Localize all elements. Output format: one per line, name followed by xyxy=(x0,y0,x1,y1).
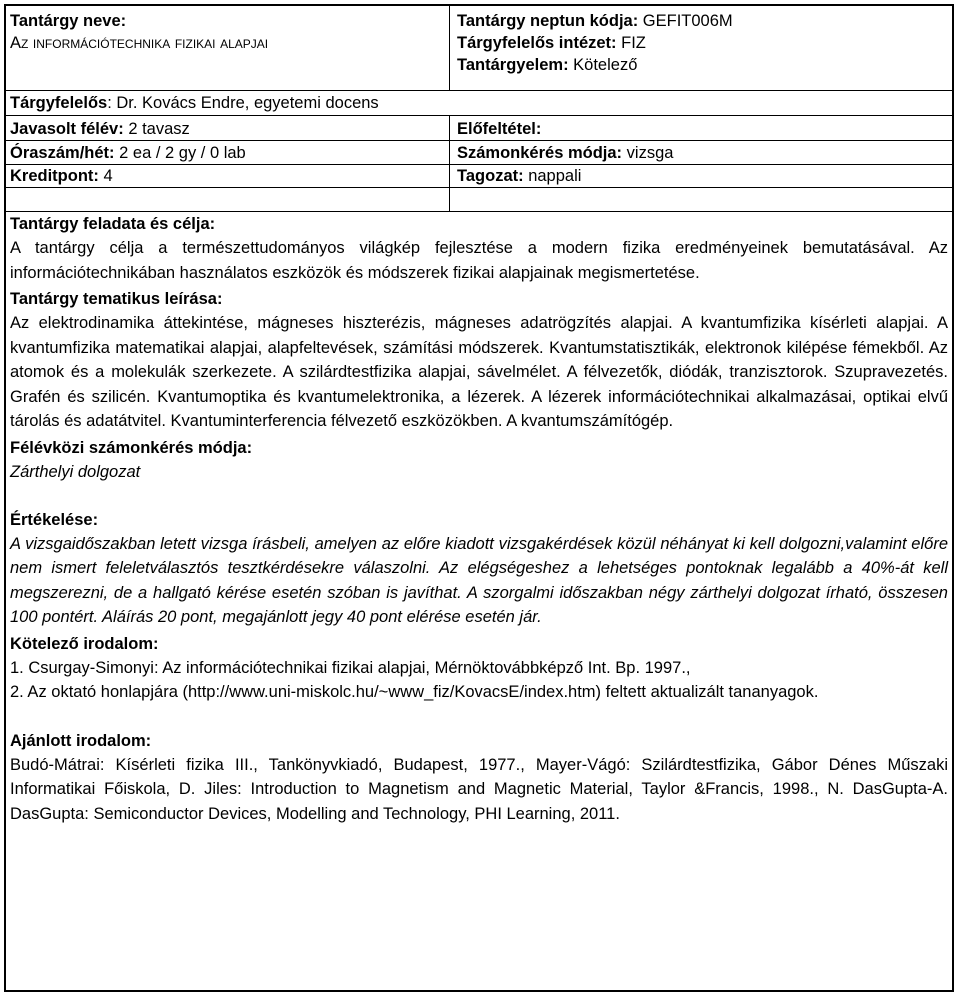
section-label: Tagozat: xyxy=(457,167,524,185)
info-left xyxy=(6,118,446,189)
subject-name-cell xyxy=(6,10,446,54)
recommended-lit-text: Budó-Mátrai: Kísérleti fizika III., Tankönyvkiadó, Budapest, 1977., Mayer-Vágó: Szilárdtestfizika, Gábor Dénes Műszaki Informatikai Főiskola, D. Jiles: Introduction to Magnetism and Magnetic Material, Taylor &Francis, 1998., N. DasGupta-A. DasGupta: Semiconductor Devices, Modelling and Technology, PHI Learning, 2011. xyxy=(10,755,948,823)
element-label: Tantárgyelem: xyxy=(457,56,569,74)
subject-name: Az információtechnika fizikai alapjai xyxy=(10,34,269,52)
credit: 4 xyxy=(103,167,113,185)
evaluation-heading: Értékelése: xyxy=(10,510,99,529)
info-column-divider xyxy=(449,115,450,211)
required-lit-heading: Kötelező irodalom: xyxy=(10,634,159,653)
required-lit-item-1: 1. Csurgay-Simonyi: Az információtechnikai fizikai alapjai, Mérnöktovábbképző Int. Bp. 1997., xyxy=(10,658,691,677)
responsible-divider xyxy=(6,115,952,116)
neptun-label: Tantárgy neptun kódja: xyxy=(457,12,639,30)
semester-label: Javasolt félév: xyxy=(10,120,124,138)
recommended-lit-heading: Ajánlott irodalom: xyxy=(10,731,152,750)
goal-text: A tantárgy célja a természettudományos világkép fejlesztése a modern fizika eredményeinek bemutatásával. Az információtechnikában használatos eszközök és módszerek fizikai alapjainak megismertetése. xyxy=(10,239,948,282)
course-description-sheet xyxy=(4,4,954,992)
hours: 2 ea / 2 gy / 0 lab xyxy=(119,143,246,162)
thematic-heading: Tantárgy tematikus leírása: xyxy=(10,290,223,308)
credit-label: Kreditpont: xyxy=(10,167,99,185)
main-body xyxy=(10,212,948,826)
neptun-code: GEFIT006M xyxy=(642,12,733,30)
semester: 2 tavasz xyxy=(128,120,190,138)
institute-label: Tárgyfelelős intézet: xyxy=(457,34,617,52)
goal-heading: Tantárgy feladata és célja: xyxy=(10,215,216,233)
hours-label: Óraszám/hét: xyxy=(10,143,115,162)
exam-label: Számonkérés módja: xyxy=(457,143,623,162)
info-right xyxy=(453,118,953,189)
required-lit-item-2: 2. Az oktató honlapjára (http://www.uni-miskolc.hu/~www_fiz/KovacsE/index.htm) feltett aktualizált tananyagok. xyxy=(10,683,819,701)
header-divider xyxy=(6,90,952,91)
institute: FIZ xyxy=(621,34,646,52)
header-column-divider xyxy=(449,6,450,90)
prereq-label: Előfeltétel: xyxy=(457,120,542,138)
responsible: : Dr. Kovács Endre, egyetemi docens xyxy=(107,94,379,112)
responsible-row xyxy=(6,92,946,114)
midterm-text: Zárthelyi dolgozat xyxy=(10,462,141,481)
thematic-text: Az elektrodinamika áttekintése, mágneses hiszterézis, mágneses adatrögzítés alapjai. A kvantumfizika kísérleti alapjai. A kvantumfizika matematikai alapjai, alapfeltevések, számítási módszerek. Kvantumstatisztikák, elektronok kilépése fémekből. Az atomok és a molekulák szerkezete. A szilárdtestfizika alapjai, sávelmélet. A félvezetők, diódák, tranzisztorok. Szupravezetés. Grafén és szilicén. Kvantumoptika és kvantumelektronika, a lézerek. A lézerek információtechnikai alkalmazásai, optikai elvű tárolás és adatátvitel. Kvantuminterferencia félvezető eszközökben. A kvantumszámítógép. xyxy=(10,314,948,430)
evaluation-text: A vizsgaidőszakban letett vizsga írásbeli, amelyen az előre kiadott vizsgakérdések közül néhányat ki kell dolgozni,valamint előre nem ismert feleletválasztós tesztkérdésekre válaszolni. Az elégségeshez a lehetséges pontoknak legalább a 40%-át kell megszerezni, de a hallgató kérése esetén szóban is javíthat. A szorgalmi időszakban négy zárthelyi dolgozat írható, összesen 100 pontért. Aláírás 20 pont, megajánlott jegy 40 pont elérése esetén jár. xyxy=(10,534,948,626)
midterm-heading: Félévközi számonkérés módja: xyxy=(10,438,253,457)
element: Kötelező xyxy=(573,56,638,74)
responsible-label: Tárgyfelelős xyxy=(10,94,108,112)
section: nappali xyxy=(528,167,582,185)
exam: vizsga xyxy=(626,143,674,162)
subject-name-label: Tantárgy neve: xyxy=(10,12,127,30)
subject-meta-cell xyxy=(453,10,953,76)
